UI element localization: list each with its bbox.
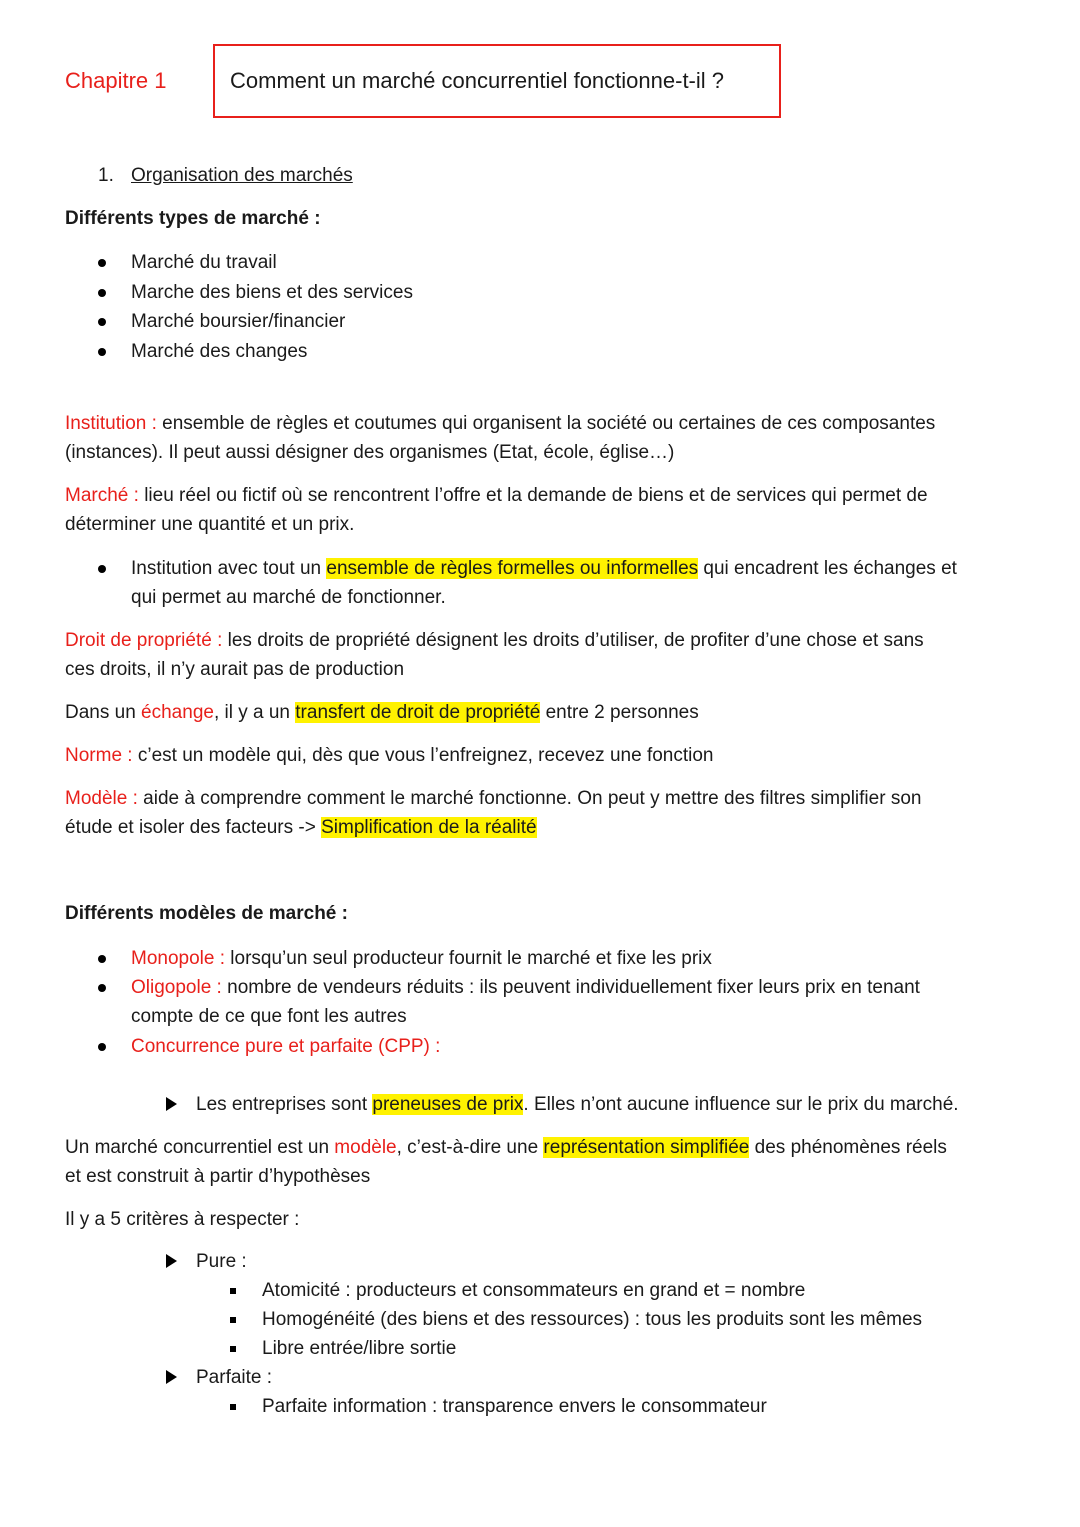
bullet-icon <box>98 955 106 963</box>
models-heading: Différents modèles de marché : <box>65 903 348 924</box>
sentence-text: , il y a un <box>213 702 296 723</box>
cpp-item: Concurrence pure et parfaite (CPP) : <box>131 1036 441 1057</box>
bullet-text: Institution avec tout un <box>131 558 327 579</box>
arrow-item <box>196 1090 959 1119</box>
sentence-text: entre 2 personnes <box>540 702 699 723</box>
definition-term: Norme : <box>65 745 133 766</box>
bullet-text: qui encadrent les échanges et <box>698 558 957 579</box>
definition-term: échange <box>141 702 214 723</box>
types-heading: Différents types de marché : <box>65 208 321 229</box>
institution-definition <box>65 409 935 438</box>
definition-term: Modèle : <box>65 788 138 809</box>
definition-text: étude et isoler des facteurs -> <box>65 817 322 838</box>
bullet-icon <box>98 1043 106 1051</box>
list-item: Marché du travail <box>131 252 277 273</box>
modele-line2 <box>65 813 537 842</box>
definition-text: lieu réel ou fictif où se rencontrent l’offre et la demande de biens et de services qui permet de <box>138 485 928 506</box>
sentence-text: et est construit à partir d’hypothèses <box>65 1166 371 1187</box>
definition-term: Oligopole : <box>131 977 222 998</box>
marche-definition <box>65 481 928 510</box>
definition-text: les droits de propriété désignent les droits d’utiliser, de profiter d’une chose et sans <box>222 630 924 651</box>
definition-text: ensemble de règles et coutumes qui organisent la société ou certaines de ces composantes <box>156 413 936 434</box>
parfaite-label: Parfaite : <box>196 1367 273 1388</box>
bullet-icon <box>98 318 106 326</box>
bullet-icon <box>98 289 106 297</box>
definition-text: nombre de vendeurs réduits : ils peuvent individuellement fixer leurs prix en tenant <box>221 977 920 998</box>
highlight: ensemble de règles formelles ou informelles <box>326 558 699 579</box>
sentence-text: Un marché concurrentiel est un <box>65 1137 335 1158</box>
bullet-icon <box>98 348 106 356</box>
highlight: preneuses de prix <box>372 1094 524 1115</box>
bullet-icon <box>98 259 106 267</box>
highlight: Simplification de la réalité <box>321 817 537 838</box>
monopole-item <box>131 944 712 973</box>
definition-text: aide à comprendre comment le marché fonctionne. On peut y mettre des filtres simplifier son <box>137 788 922 809</box>
arrow-bullet-icon <box>166 1097 177 1111</box>
definition-term: Marché : <box>65 485 139 506</box>
criteria-intro: Il y a 5 critères à respecter : <box>65 1209 300 1230</box>
bullet-icon <box>98 565 106 573</box>
oligopole-item <box>131 973 920 1002</box>
sentence-text: Dans un <box>65 702 142 723</box>
definition-text: (instances). Il peut aussi désigner des organismes (Etat, école, église…) <box>65 442 675 463</box>
definition-term: Monopole : <box>131 948 226 969</box>
norme-definition <box>65 741 714 770</box>
square-bullet-icon <box>230 1288 236 1294</box>
definition-term: Droit de propriété : <box>65 630 223 651</box>
droit-definition <box>65 626 924 655</box>
square-bullet-icon <box>230 1346 236 1352</box>
sentence-text: des phénomènes réels <box>749 1137 947 1158</box>
list-item: Libre entrée/libre sortie <box>262 1338 457 1359</box>
sentence-text: , c’est-à-dire une <box>396 1137 544 1158</box>
arrow-bullet-icon <box>166 1254 177 1268</box>
section-title: Organisation des marchés <box>131 165 353 186</box>
list-item: Atomicité : producteurs et consommateurs en grand et = nombre <box>262 1280 806 1301</box>
echange-sentence <box>65 698 699 727</box>
sentence-text: Les entreprises sont <box>196 1094 373 1115</box>
highlight: transfert de droit de propriété <box>295 702 541 723</box>
page-title: Comment un marché concurrentiel fonctionne-t-il ? <box>230 68 725 93</box>
bullet-icon <box>98 984 106 992</box>
definition-term: modèle <box>334 1137 397 1158</box>
section-number: 1. <box>98 165 114 186</box>
marche-bullet <box>131 554 957 583</box>
list-item: Parfaite information : transparence envers le consommateur <box>262 1396 767 1417</box>
list-item: Marché boursier/financier <box>131 311 346 332</box>
list-item: Homogénéité (des biens et des ressources) : tous les produits sont les mêmes <box>262 1309 923 1330</box>
list-item: Marche des biens et des services <box>131 282 413 303</box>
concurrentiel-sentence <box>65 1133 947 1162</box>
pure-label: Pure : <box>196 1251 247 1272</box>
square-bullet-icon <box>230 1317 236 1323</box>
sentence-text: . Elles n’ont aucune influence sur le prix du marché. <box>523 1094 959 1115</box>
list-item: Marché des changes <box>131 341 308 362</box>
chapter-label: Chapitre 1 <box>65 68 167 93</box>
definition-text: c’est un modèle qui, dès que vous l’enfreignez, recevez une fonction <box>132 745 714 766</box>
definition-term: Institution : <box>65 413 157 434</box>
definition-text: compte de ce que font les autres <box>131 1006 407 1027</box>
definition-text: lorsqu’un seul producteur fournit le marché et fixe les prix <box>225 948 712 969</box>
highlight: représentation simplifiée <box>543 1137 750 1158</box>
bullet-text: qui permet au marché de fonctionner. <box>131 587 446 608</box>
definition-text: déterminer une quantité et un prix. <box>65 514 355 535</box>
definition-text: ces droits, il n’y aurait pas de production <box>65 659 405 680</box>
modele-definition <box>65 784 921 813</box>
arrow-bullet-icon <box>166 1370 177 1384</box>
square-bullet-icon <box>230 1404 236 1410</box>
